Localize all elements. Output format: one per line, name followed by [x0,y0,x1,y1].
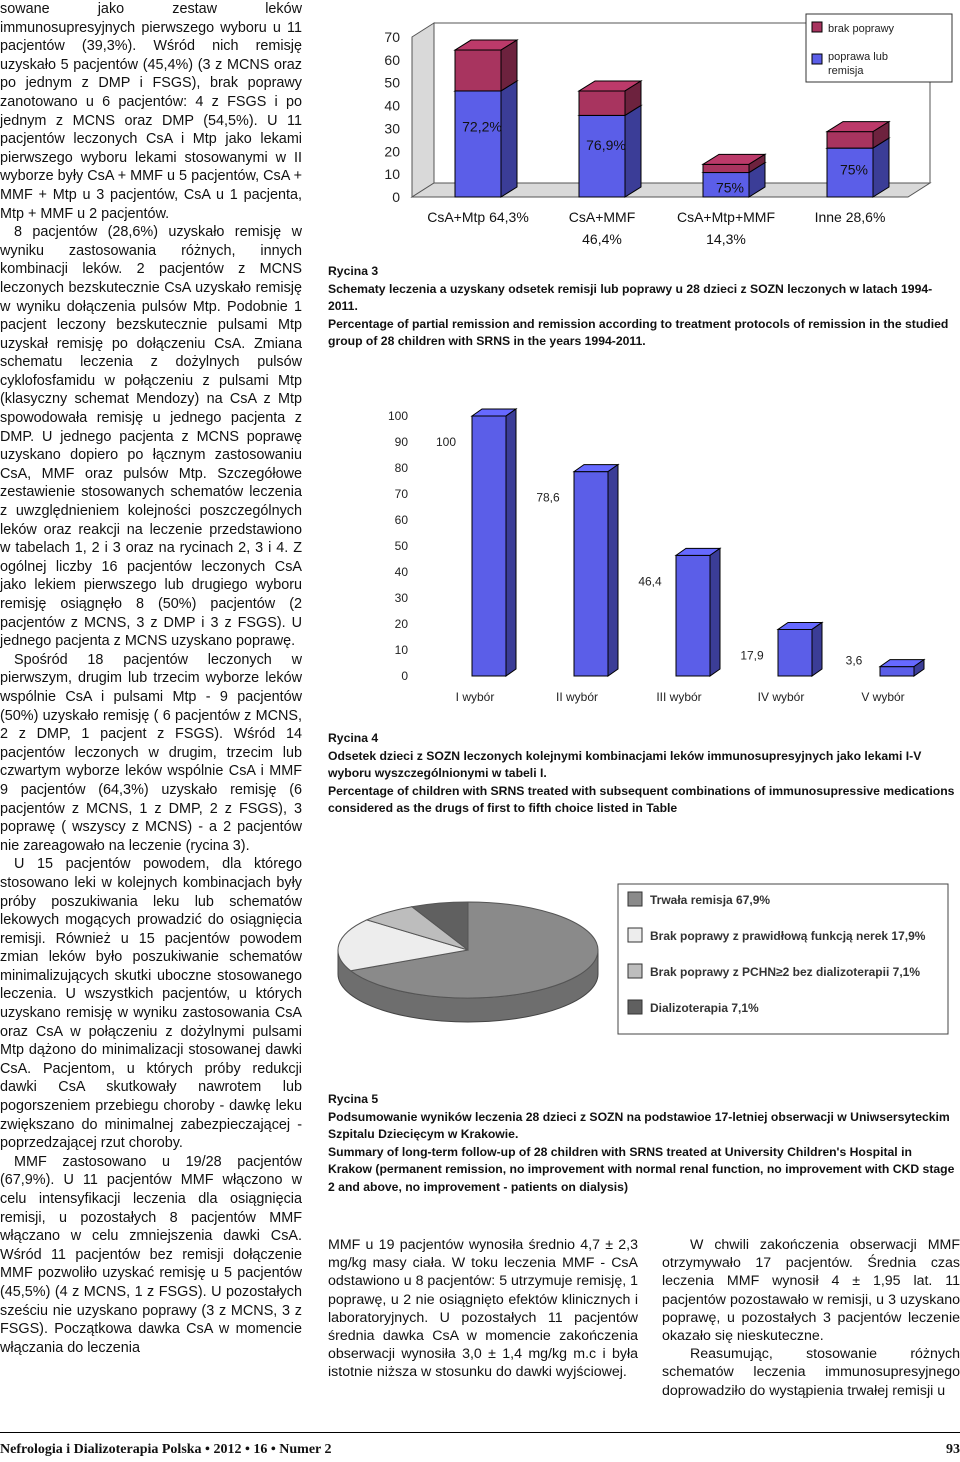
y-tick-label: 50 [394,539,408,553]
legend-label: poprawa lub [828,51,888,63]
y-tick-label: 50 [384,74,400,91]
category-label: I wybór [455,690,495,704]
legend-swatch [812,54,822,64]
caption-english: Percentage of children with SRNS treated with subsequent combinations of immunosupressive medications considered as the drugs of first to fifth choice listed in Table [328,783,955,815]
data-label: 17,9 [740,648,764,663]
left-text-column [0,0,302,1357]
y-tick-label: 80 [394,461,408,475]
caption-polish: Odsetek dzieci z SOZN leczonych kolejnymi kombinacjami leków immunosupresyjnych jako lekami I-V wyboru wyszczególnionymi w tabeli I. [328,748,922,780]
y-tick-label: 70 [384,29,400,45]
bar-side [812,622,822,676]
y-tick-label: 40 [394,565,408,579]
paragraph: W chwili zakończenia obserwacji MMF otrzymywało 17 pacjentów. Średnia czas leczenia MMF wynosił 4 ± 1,95 lat. 11 pacjentów pozostawało w remisji, u 3 uzyskano poprawę, u pozostałych 3 pacjentów leczenie okazało się nieskuteczne. [662,1237,960,1345]
category-label: V wybór [861,690,905,704]
paragraph: MMF u 19 pacjentów wynosiła średnio 4,7 ± 2,3 mg/kg masy ciała. W toku leczenia MMF - CsA odstawiono u 8 pacjentów: 5 utrzymuje remisję, 1 poprawę, u 2 nie osiągnięto efektów klinicznych i laboratoryjnych. U pozostałych 11 pacjentów średnia dawka CsA w momencie zakończenia obserwacji wynosiła 3,0 ± 1,4 mg/kg m.c i była istotnie niższa w stosunku do dawki wyjściowej. [328,1237,638,1381]
right-text-column [662,1236,960,1400]
bar [778,629,812,676]
middle-text-column [328,1236,638,1382]
y-tick-label: 40 [384,97,400,114]
bar-side [710,548,720,676]
y-tick-label: 0 [392,189,400,205]
y-tick-label: 30 [384,120,400,137]
category-label: CsA+MMF [568,209,636,225]
journal-citation: Nefrologia i Dializoterapia Polska • 2012 • 16 • Numer 2 [0,1442,332,1457]
bar [880,667,914,676]
bar [676,555,710,676]
data-label: 76,9% [586,136,626,153]
caption-label: Rycina 3 [328,264,379,278]
caption-english: Percentage of partial remission and remission according to treatment protocols of remission in the studied group of 28 children with SRNS in the years 1994-2011. [328,316,949,348]
category-label: CsA+Mtp+MMF [676,209,776,225]
caption-polish: Schematy leczenia a uzyskany odsetek remisji lub poprawy u 28 dzieci z SOZN leczonych w latach 1994-2011. [328,281,933,313]
category-label: 46,4% [582,231,622,247]
legend-swatch [628,892,642,906]
bar-remisja-side [625,105,641,197]
y-tick-label: 70 [394,487,408,501]
page-footer [0,1442,960,1458]
data-label: 75% [715,179,745,196]
y-tick-label: 30 [394,591,408,605]
y-tick-label: 0 [401,669,408,683]
legend-swatch [628,1000,642,1014]
data-label: 100 [435,435,457,449]
paragraph: Reasumując, stosowanie różnych schematów leczenia immunosupresyjnego doprowadziło do wystąpienia trwałej remisji u [662,1346,960,1399]
y-tick-label: 100 [387,409,408,423]
legend-label: Brak poprawy z PCHN≥2 bez dializoterapii 7,1% [650,965,920,979]
legend-swatch [628,964,642,978]
caption-5 [328,1091,958,1196]
bar [472,416,506,676]
data-label: 75% [839,161,869,178]
category-label: Inne 28,6% [814,209,886,225]
y-tick-label: 20 [394,617,408,631]
figure-3-chart [328,0,960,262]
legend-label: Dializoterapia 7,1% [650,1001,759,1015]
category-label: II wybór [555,690,599,704]
caption-polish: Podsumowanie wyników leczenia 28 dzieci z SOZN na podstawioe 17-letniej obserwacji w Uniwsersyteckim Szpitalu Dziecięcym w Krakowie. [328,1109,950,1141]
y-tick-label: 10 [394,643,408,657]
caption-3 [328,263,958,351]
side-wall [412,23,434,197]
y-tick-label: 10 [384,166,400,183]
caption-4 [328,730,958,818]
figure-4-chart [328,395,960,715]
paragraph: Spośród 18 pacjentów leczonych w pierwszym, drugim lub trzecim wyborze leków wspólnie CsA i pulsami Mtp - 9 pacjentów (50%) uzyskało remisję ( 6 pacjentów z MCNS, 2 z DMP, 1 pacjent z FSGS). Wśród 14 pacjentów leczonych w drugim, trzecim lub czwartym wyborze leków wspólnie CsA i MMF 9 pacjentów (64,3%) uzyskało remisję (6 pacjentów z MCNS, 1 z DMP, 2 z FSGS), 3 poprawę ( wszyscy z MCNS) - a 2 pacjentów nie zareagowało na leczenie (rycina 3). [0,651,302,854]
paragraph: 8 pacjentów (28,6%) uzyskało remisję w wyniku zastosowania różnych, innych kombinacji leków. 2 pacjentów z MCNS leczonych bezskutecznie CsA uzyskało remisję w wyniku dołączenia pulsów Mtp. Podobnie 1 pacjent leczony bezskutecznie pulsami Mtp uzyskał remisję po dołączeniu CsA. Zmiana schematu leczenia z dożylnych pulsów cyklofosfamidu w połączeniu z pulsami Mtp (klasyczny schemat Mendozy) na CsA z Mtp spowodowała remisję u jednego pacjenta z DMP. U jednego pacjenta z MCNS poprawę uzyskano dopiero po łącznym zastosowaniu CsA, MMF oraz pulsów Mtp. Szczegółowe zestawienie stosowanych schematów leczenia z uwzględnieniem kolejności poszczególnych leków oraz reakcji na leczenie przedstawiono w tabelach 1, 2 i 3 oraz na rycinach 2, 3 i 4. Z ogólnej liczby 16 pacjentów leczonych CsA jako lekiem pierwszego lub drugiego wyboru remisję osiągnęło 8 (50%) pacjentów (2 pacjentów z MCNS, 3 z DMP i 3 z FSGS). U jednego pacjenta z MCNS uzyskano poprawę. [0,224,302,650]
bar-brak-poprawy [455,50,501,91]
y-tick-label: 90 [394,435,408,449]
bar-remisja-side [501,81,517,197]
bar-brak-poprawy [579,91,625,115]
paragraph: sowane jako zestaw leków immunosupresyjnych pierwszego wyboru u 11 pacjentów (39,3%). Wśród nich remisję uzyskało 5 pacjentów (45,4%) (3 z MCNS oraz po jednym z DMP i FSGS), brak poprawy zanotowano u 6 pacjentów: 4 z FSGS i po jednym z MCNS oraz DMP (54,5%). U 11 pacjentów leczonych CsA i Mtp jako lekami pierwszego wyboru lekami stosowanymi w II wyborze były CsA + MMF u 5 pacjentów, CsA + MMF + Mtp u 3 pacjentów, CsA u 1 pacjenta, Mtp + MMF u 2 pacjentów. [0,1,302,222]
data-label: 46,4 [638,574,662,589]
legend-swatch [812,22,822,32]
bar-remisja [455,91,501,197]
category-label: III wybór [656,690,702,704]
paragraph: U 15 pacjentów powodem, dla którego stosowano leki w kolejnych kombinacjach były próby poszukiwania leku lub schematów lekowych mogących prowadzić do osiągnięcia remisji. Również u 15 pacjentów powodem zmian leków było poszukiwanie schematów minimalizujących skutki uboczne stosowanego leczenia. U wszystkich pacjentów, u których uzyskano remisję w wyniku zastosowania CsA oraz CsA w połączeniu z dożylnymi pulsami Mtp dążono do minimalizacji stosowanej dawki CsA. Pacjentom, u których próby redukcji dawki CsA skutkowały nawrotem lub pogorszeniem przebiegu choroby - dawkę leku zwiększano do minimalnej zabezpieczającej - poprzedzającej rzut choroby. [0,856,302,1152]
caption-label: Rycina 4 [328,731,379,745]
legend-swatch [628,928,642,942]
bar-remisja [579,115,625,197]
bar [574,472,608,676]
caption-english: Summary of long-term follow-up of 28 children with SRNS treated at University Children's Hospital in Krakow (permanent remission, no improvement with normal renal function, no improvement with CKD stage 2 and above, no improvement - patients on dialysis) [328,1144,955,1194]
bar-side [608,465,618,676]
legend-label: Trwała remisja 67,9% [650,893,771,907]
data-label: 72,2% [462,118,502,135]
data-label: 3,6 [845,653,863,668]
bar-side [506,409,516,676]
paragraph: MMF zastosowano u 19/28 pacjentów (67,9%). U 11 pacjentów MMF włączono w celu intensyfikacji leczenia dla osiągnięcia remisji, u pozostałych 8 pacjentów MMF włączano w celu zmniejszenia dawki CsA. Wśród 11 pacjentów bez remisji dołączenie MMF pozwoliło uzyskać remisję u 5 pacjentów (45,5%) (4 z MCNS, 1 z FSGS). U pozostałych sześciu nie uzyskano poprawy (3 z MCNS, 3 z FSGS). Początkowa dawka CsA w momencie włączania do leczenia [0,1153,302,1356]
y-tick-label: 20 [384,143,400,160]
legend-label: remisja [828,65,864,77]
legend-label: brak poprawy [828,23,895,35]
legend-label: Brak poprawy z prawidłową funkcją nerek 17,9% [650,929,926,943]
data-label: 78,6 [536,490,560,505]
category-label: CsA+Mtp 64,3% [427,209,529,225]
bar-brak-poprawy [703,164,749,172]
page-number: 93 [946,1442,960,1457]
figure-5-chart [328,870,960,1075]
caption-label: Rycina 5 [328,1092,379,1106]
y-tick-label: 60 [384,51,400,68]
category-label: 14,3% [706,231,746,247]
footer-rule [0,1432,960,1433]
bar-brak-poprawy [827,132,873,148]
y-tick-label: 60 [394,513,408,527]
category-label: IV wybór [757,690,805,704]
